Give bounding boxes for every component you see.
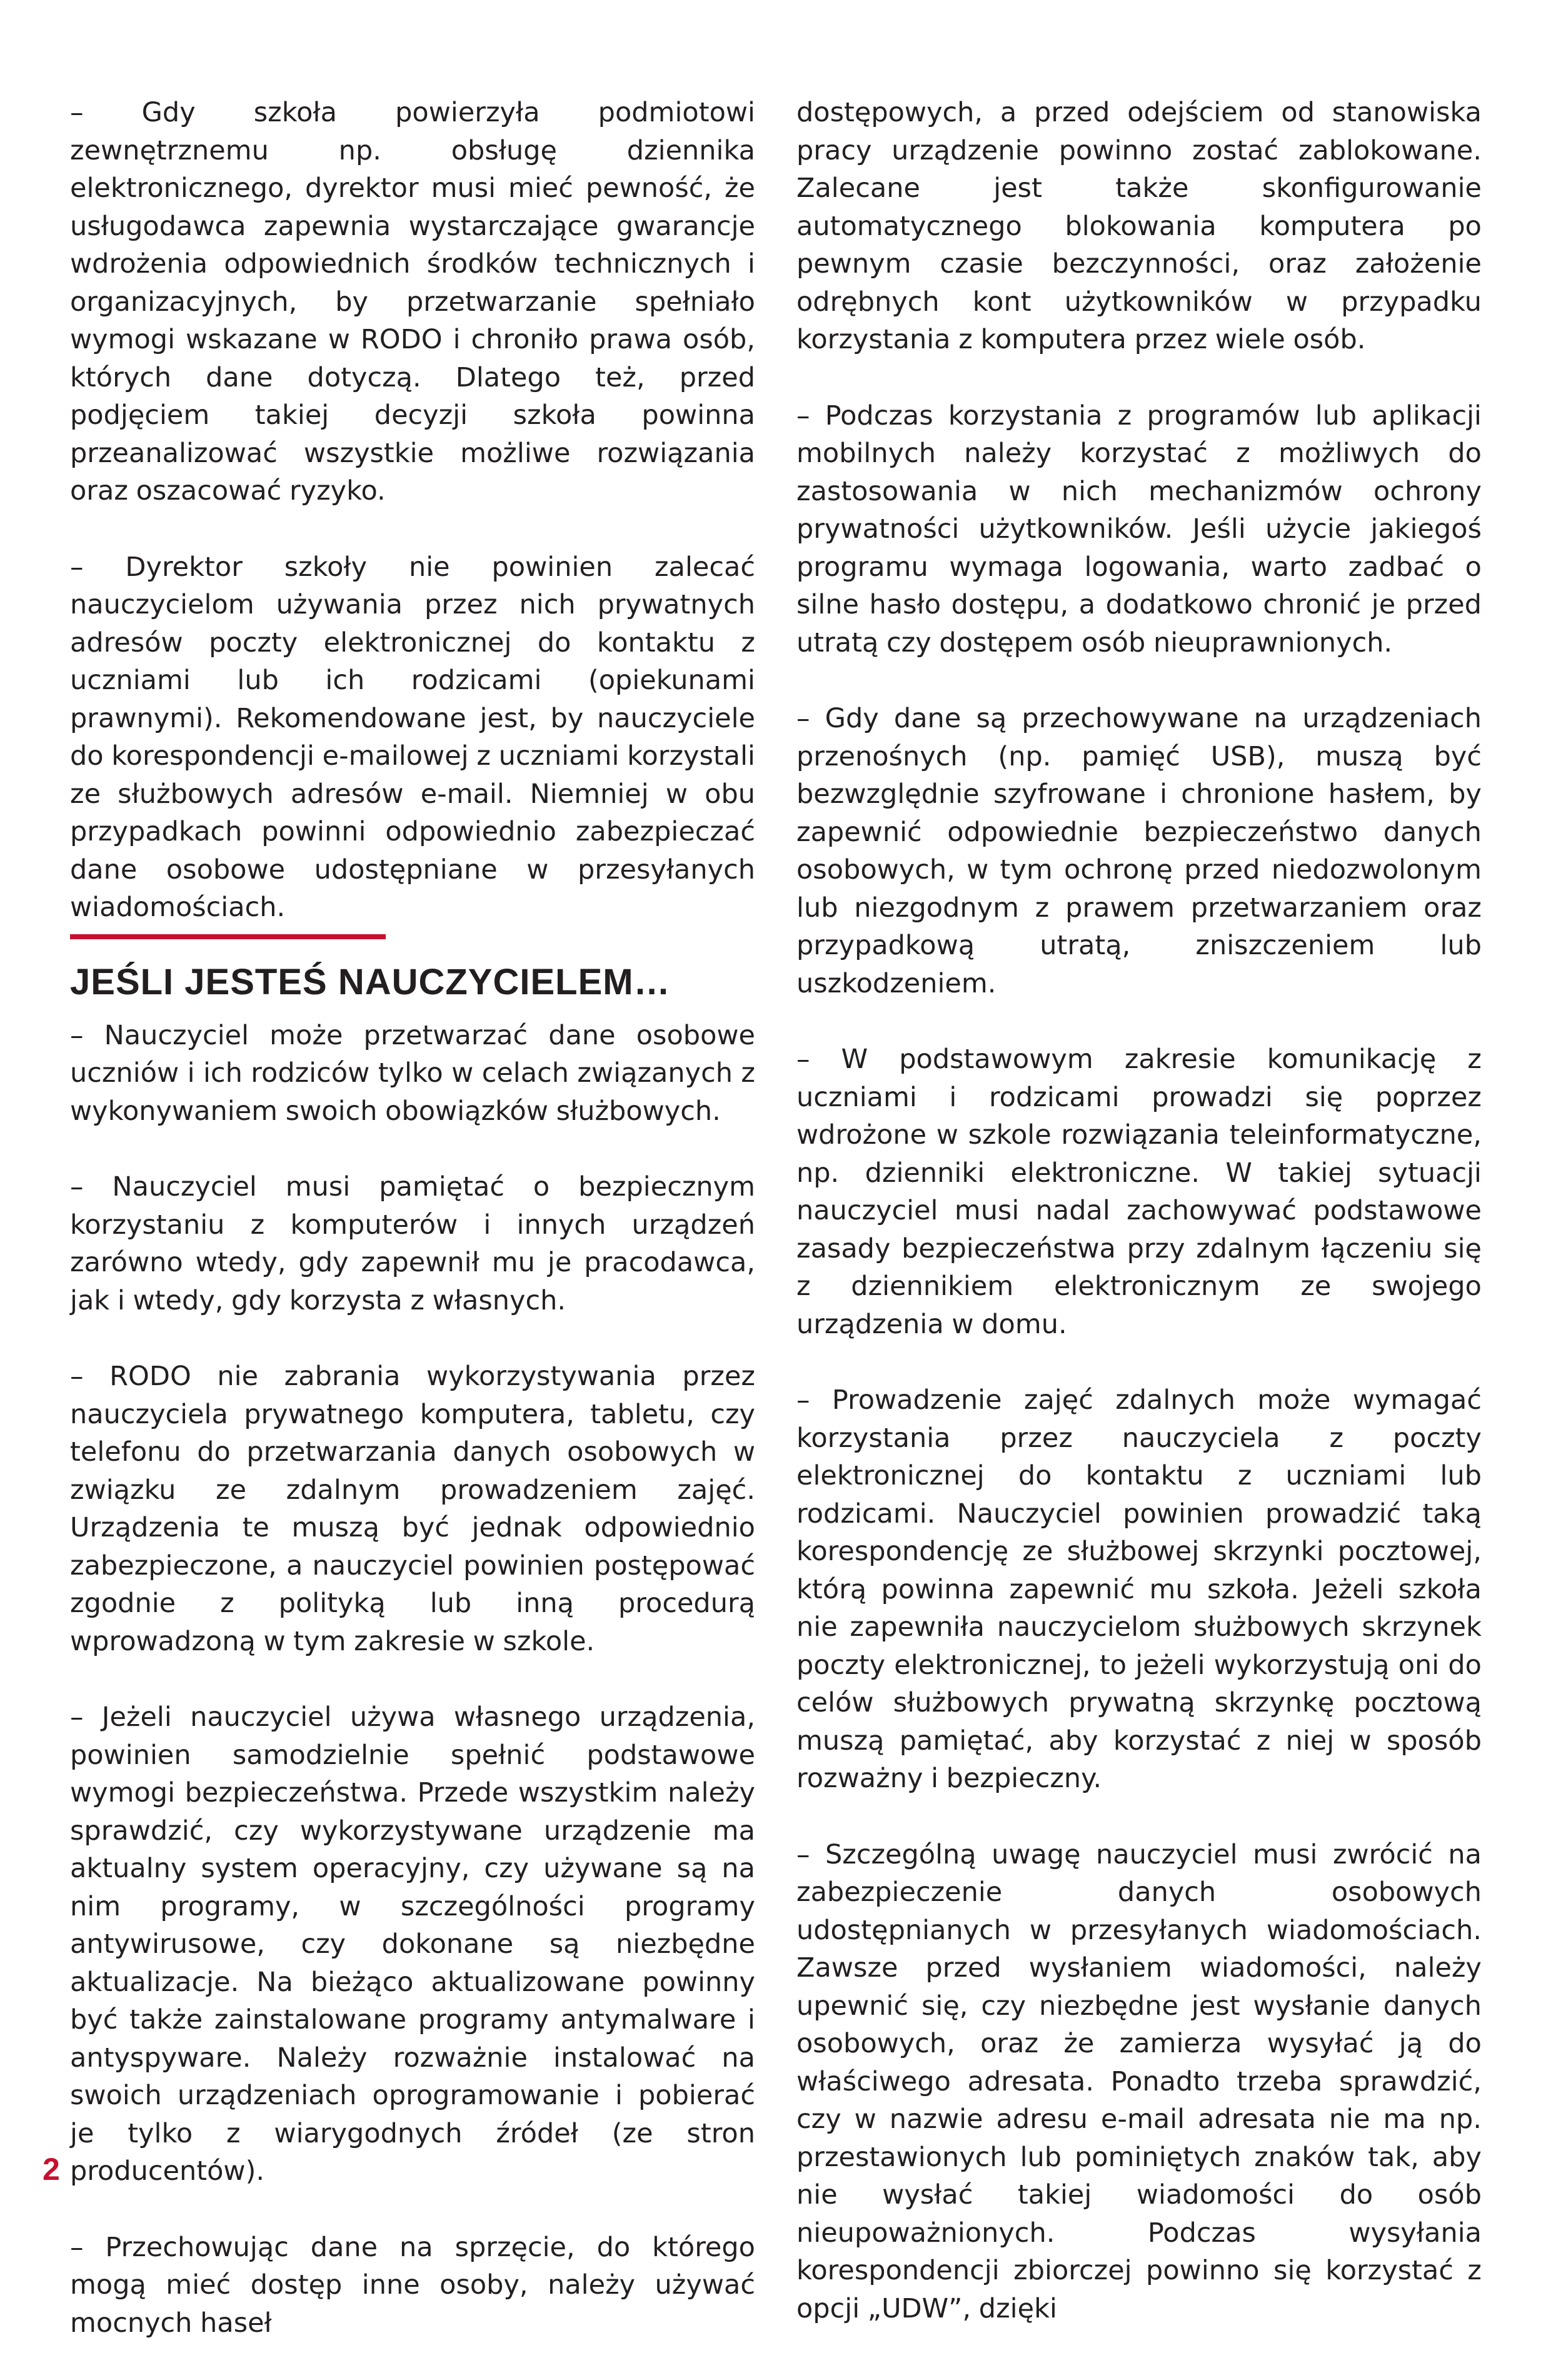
page-number: 2 [43,2152,60,2187]
paragraph-outsourcing: – Gdy szkoła powierzyła podmiotowi zewnętrznemu np. obsługę dziennika elektronicznego, dyrektor musi mieć pewność, że usługodawca zapewnia wystarczające gwarancje wdrożenia odpowiednich środków technicznych i organizacyjnych, by przetwarzanie spełniało wymogi wskazane w RODO i chroniło prawa osób, których dane dotyczą. Dlatego też, przed podjęciem takiej decyzji szkoła powinna przeanalizować wszystkie możliwe rozwiązania oraz oszacować ryzyko. [70,97,755,507]
paragraph-shared-hardware: – Przechowując dane na sprzęcie, do którego mogą mieć dostęp inne osoby, należy używać mocnych haseł [70,2231,755,2339]
paragraph-portable-storage: – Gdy dane są przechowywane na urządzeniach przenośnych (np. pamięć USB), muszą być bezwzględnie szyfrowane i chronione hasłem, by zapewnić odpowiednie bezpieczeństwo danych osobowych, w tym ochronę przed niedozwolonym lub niezgodnym z prawem przetwarzaniem oraz przypadkową utratą, zniszczeniem lub uszkodzeniem. [796,703,1482,999]
paragraph-safe-devices: – Nauczyciel musi pamiętać o bezpiecznym korzystaniu z komputerów i innych urządzeń zarówno wtedy, gdy zapewnił mu je pracodawca, jak i wtedy, gdy korzysta z własnych. [70,1171,755,1316]
right-column [796,94,1482,2366]
paragraph-teacher-purpose: – Nauczyciel może przetwarzać dane osobowe uczniów i ich rodziców tylko w celach związanych z wykonywaniem swoich obowiązków służbowych. [70,1019,755,1127]
paragraph-private-email: – Dyrektor szkoły nie powinien zalecać nauczycielom używania przez nich prywatnych adresów poczty elektronicznej do kontaktu z uczniami lub ich rodzicami (opiekunami prawnymi). Rekomendowane jest, by nauczyciele do korespondencji e-mailowej z uczniami korzystali ze służbowych adresów e-mail. Niemniej w obu przypadkach powinni odpowiednio zabezpieczać dane osobowe udostępniane w przesyłanych wiadomościach. [70,551,755,923]
section-divider [70,934,386,939]
paragraph-security-requirements: – Jeżeli nauczyciel używa własnego urządzenia, powinien samodzielnie spełnić podstawowe wymogi bezpieczeństwa. Przede wszystkim należy sprawdzić, czy wykorzystywane urządzenie ma aktualny system operacyjny, czy używane są na nim programy, w szczególności programy antywirusowe, czy dokonane są niezbędne aktualizacje. Na bieżąco aktualizowane powinny być także zainstalowane programy antymalware i antyspyware. Należy rozważnie instalować na swoich urządzeniach oprogramowanie i pobierać je tylko z wiarygodnych źródeł (ze stron producentów). [70,1702,755,2187]
paragraph-remote-email: – Prowadzenie zajęć zdalnych może wymagać korzystania przez nauczyciela z poczty elektronicznej do kontaktu z uczniami lub rodzicami. Nauczyciel powinien prowadzić taką korespondencję ze służbowej skrzynki pocztowej, którą powinna zapewnić mu szkoła. Jeżeli szkoła nie zapewniła nauczycielom służbowych skrzynek poczty elektronicznej, to jeżeli wykorzystują oni do celów służbowych prywatną skrzynkę pocztową muszą pamiętać, aby korzystać z niej w sposób rozważny i bezpieczny. [796,1384,1482,1794]
section-heading: JEŚLI JESTEŚ NAUCZYCIELEM… [70,961,671,1002]
paragraph-private-devices: – RODO nie zabrania wykorzystywania przez nauczyciela prywatnego komputera, tabletu, czy telefonu do przetwarzania danych osobowych w związku ze zdalnym prowadzeniem zajęć. Urządzenia te muszą być jednak odpowiednio zabezpieczone, a nauczyciel powinien postępować zgodnie z polityką lub inną procedurą wprowadzoną w tym zakresie w szkole. [70,1361,755,1657]
paragraph-mobile-apps: – Podczas korzystania z programów lub aplikacji mobilnych należy korzystać z możliwych do zastosowania w nich mechanizmów ochrony prywatności użytkowników. Jeśli użycie jakiegoś programu wymaga logowania, warto zadbać o silne hasło dostępu, a dodatkowo chronić je przed utratą czy dostępem osób nieuprawnionych. [796,400,1482,658]
left-column [70,94,755,2380]
paragraph-lock-device: dostępowych, a przed odejściem od stanowiska pracy urządzenie powinno zostać zablokowane. Zalecane jest także skonfigurowanie automatycznego blokowania komputera po pewnym czasie bezczynności, oraz założenie odrębnych kont użytkowników w przypadku korzystania z komputera przez wiele osób. [796,97,1482,355]
paragraph-e-journal: – W podstawowym zakresie komunikację z uczniami i rodzicami prowadzi się poprzez wdrożone w szkole rozwiązania teleinformatyczne, np. dzienniki elektroniczne. W takiej sytuacji nauczyciel musi nadal zachowywać podstawowe zasady bezpieczeństwa przy zdalnym łączeniu się z dziennikiem elektronicznym ze swojego urządzenia w domu. [796,1044,1482,1340]
paragraph-message-security: – Szczególną uwagę nauczyciel musi zwrócić na zabezpieczenie danych osobowych udostępnianych w przesyłanych wiadomościach. Zawsze przed wysłaniem wiadomości, należy upewnić się, czy niezbędne jest wysłanie danych osobowych, oraz że zamierza wysyłać ją do właściwego adresata. Ponadto trzeba sprawdzić, czy w nazwie adresu e-mail adresata nie ma np. przestawionych lub pominiętych znaków tak, aby nie wysłać takiej wiadomości do osób nieupoważnionych. Podczas wysyłania korespondencji zbiorczej powinno się korzystać z opcji „UDW”, dzięki [796,1838,1482,2324]
